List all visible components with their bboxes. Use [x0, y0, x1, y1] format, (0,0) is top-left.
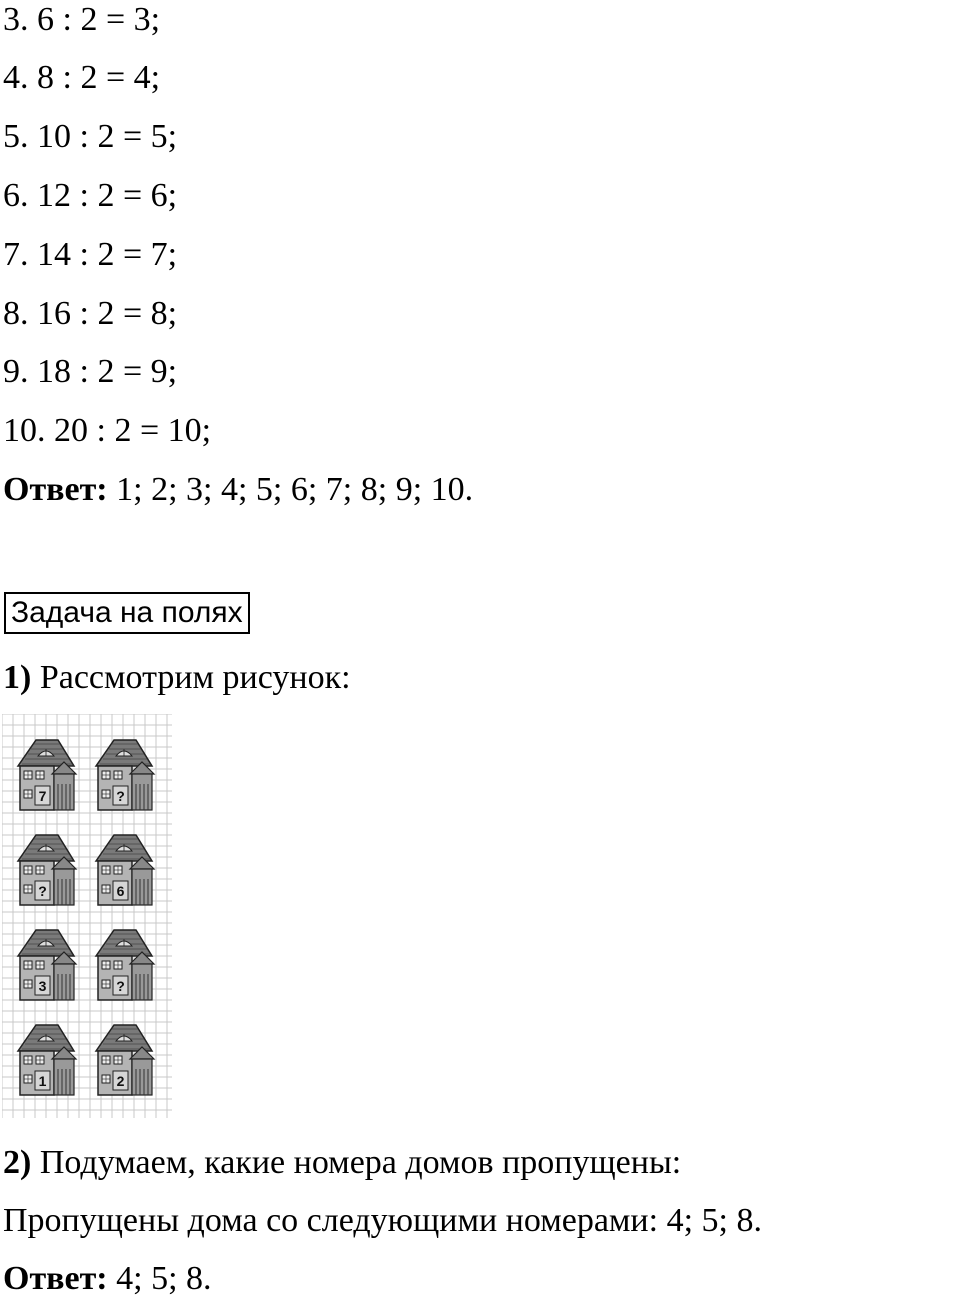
step-text: Подумаем, какие номера домов пропущены: — [31, 1144, 682, 1181]
missing-houses-text: Пропущены дома со следующими номерами: 4; 5; 8. — [3, 1202, 762, 1239]
step-number: 1) — [3, 659, 32, 696]
equation-line: 10. 20 : 2 = 10; — [3, 412, 212, 449]
equation-line: 6. 12 : 2 = 6; — [3, 177, 178, 214]
equation-line: 9. 18 : 2 = 9; — [3, 353, 178, 390]
house-number: 7 — [38, 788, 47, 804]
equation-line: 5. 10 : 2 = 5; — [3, 118, 178, 155]
step-number: 2) — [3, 1144, 32, 1181]
answer-text: 1; 2; 3; 4; 5; 6; 7; 8; 9; 10. — [107, 471, 474, 508]
house-icon — [18, 1025, 76, 1095]
step-2 — [3, 1143, 681, 1183]
house-icon — [18, 740, 76, 810]
house-number: ? — [38, 883, 47, 899]
answer-line — [3, 1259, 212, 1299]
equation-line: 3. 6 : 2 = 3; — [3, 1, 161, 38]
equation-line: 4. 8 : 2 = 4; — [3, 59, 161, 96]
answer-line — [3, 470, 473, 510]
house-number: 2 — [116, 1073, 125, 1089]
equation-line: 8. 16 : 2 = 8; — [3, 295, 178, 332]
house-number: ? — [116, 788, 125, 804]
step-1 — [3, 658, 351, 698]
step-text: Рассмотрим рисунок: — [31, 659, 351, 696]
house-number: 1 — [38, 1073, 47, 1089]
answer-label: Ответ: — [3, 1260, 108, 1297]
houses-figure — [2, 714, 172, 1118]
answer-label: Ответ: — [3, 471, 108, 508]
equation-line: 7. 14 : 2 = 7; — [3, 236, 178, 273]
house-number: 3 — [38, 978, 47, 994]
houses-grid-illustration — [2, 714, 172, 1118]
house-number: ? — [116, 978, 125, 994]
house-icon — [18, 930, 76, 1000]
answer-text: 4; 5; 8. — [107, 1260, 212, 1297]
margin-task-title: Задача на полях — [4, 592, 250, 634]
house-number: 6 — [116, 883, 125, 899]
